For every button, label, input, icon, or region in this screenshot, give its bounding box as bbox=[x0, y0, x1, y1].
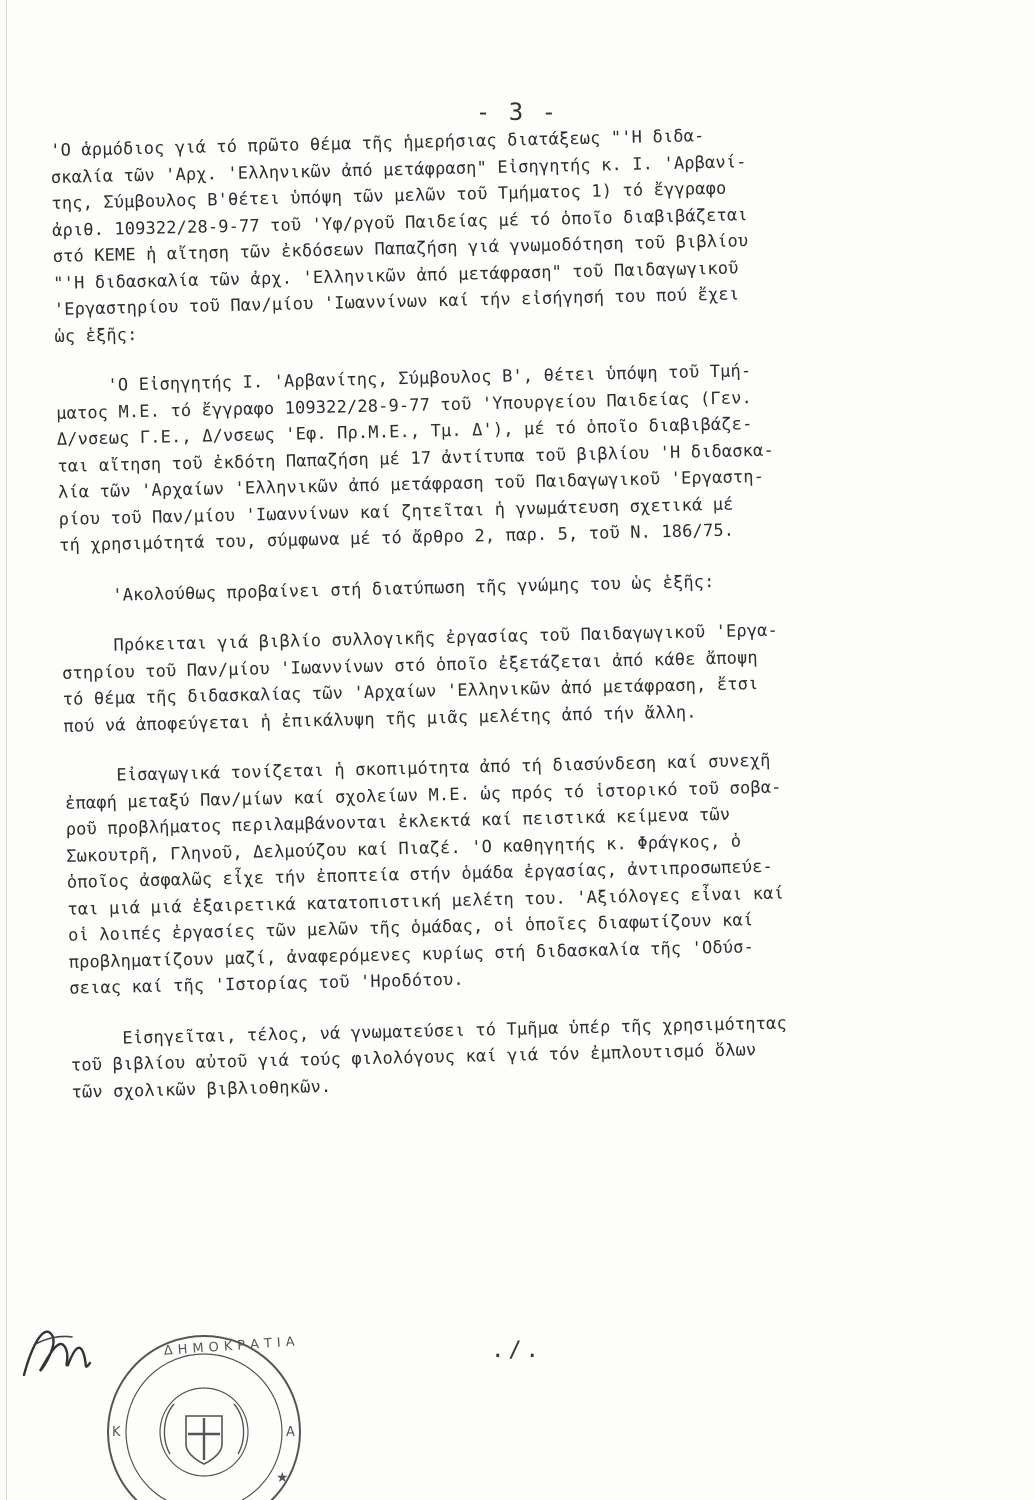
text-line: σκαλία τῶν 'Αρχ. 'Ελληνικῶν ἀπό μετάφραση" Εἰσηγητής κ. Ι. 'Αρβανί- bbox=[50, 151, 747, 188]
text-line: ται μιά μιά ἐξαιρετικά κατατοπιστική μελέτη του. 'Αξιόλογες εἶναι καί bbox=[67, 883, 785, 920]
text-line: ἐπαφή μεταξύ Παν/μίων καί σχολείων Μ.Ε. ὡς πρός τό ἱστορικό τοῦ σοβα- bbox=[64, 777, 782, 814]
text-line: ρίου τοῦ Παν/μίου 'Ιωαννίνων καί ζητεῖται ἡ γνωμάτευση σχετικά μέ bbox=[58, 494, 734, 530]
page-edge-line bbox=[6, 0, 7, 1500]
paragraph-5 bbox=[64, 742, 1029, 1002]
svg-text:ΔΗΜΟΚΡΑΤΙΑ: ΔΗΜΟΚΡΑΤΙΑ bbox=[163, 1334, 301, 1359]
text-line: ὡς ἑξῆς: bbox=[54, 324, 138, 347]
svg-text:Α: Α bbox=[286, 1425, 295, 1440]
svg-text:Κ: Κ bbox=[112, 1425, 121, 1440]
text-line: ται αἴτηση τοῦ ἐκδότη Παπαζήση μέ 17 ἀντίτυπα τοῦ βιβλίου 'Η διδασκα- bbox=[57, 440, 775, 477]
text-line: ματος Μ.Ε. τό ἔγγραφο 109322/28-9-77 τοῦ 'Υπουργείου Παιδείας (Γεν. bbox=[56, 387, 753, 424]
text-line: 'Ο ἁρμόδιος γιά τό πρῶτο θέμα τῆς ἡμερήσιας διατάξεως "'Η διδα- bbox=[50, 126, 705, 161]
svg-text:★: ★ bbox=[276, 1470, 289, 1486]
text-line: 'Ακολούθως προβαίνει στή διατύπωση τῆς γνώμης του ὡς ἑξῆς: bbox=[60, 571, 715, 607]
paragraph-2 bbox=[55, 352, 1019, 559]
paragraph-4 bbox=[61, 612, 1023, 740]
text-line: στηρίου τοῦ Παν/μίου 'Ιωαννίνων στό ὁποῖο ἐξετάζεται ἀπό κάθε ἄποψη bbox=[61, 647, 758, 684]
text-line: ροῦ προβλήματος περιλαμβάνονται ἐκλεκτά καί πειστικά κείμενα τῶν bbox=[65, 804, 731, 840]
text-line: Εἰσαγωγικά τονίζεται ἡ σκοπιμότητα ἀπό τή διασύνδεση καί συνεχῆ bbox=[64, 750, 771, 787]
text-line: τῶν σχολικῶν βιβλιοθηκῶν. bbox=[71, 1076, 332, 1103]
document-body bbox=[50, 116, 1032, 1130]
text-line: σειας καί τῆς 'Ιστορίας τοῦ 'Ηροδότου. bbox=[69, 969, 465, 999]
text-line: οἱ λοιπές ἐργασίες τῶν μελῶν τῆς ὁμάδας, οἱ ὁποῖες διαφωτίζουν καί bbox=[67, 910, 754, 946]
page-number: - 3 - bbox=[475, 98, 559, 126]
text-line: προβληματίζουν μαζί, ἀναφερόμενες κυρίως στή διδασκαλία τῆς 'Οδύσ- bbox=[68, 936, 755, 973]
text-line: ὁποῖος ἀσφαλῶς εἶχε τήν ἐποπτεία στήν ὁμάδα ἐργασίας, ἀντιπροσωπεύε- bbox=[66, 856, 774, 893]
paragraph-6 bbox=[70, 1004, 1032, 1105]
paragraph-1 bbox=[50, 116, 1015, 350]
text-line: λία τῶν 'Αρχαίων 'Ελληνικῶν ἀπό μετάφραση τοῦ Παιδαγωγικοῦ 'Εργαστη- bbox=[57, 466, 765, 503]
text-line: τοῦ βιβλίου αὐτοῦ γιά τούς φιλολόγους καί γιά τόν ἐμπλουτισμό ὅλων bbox=[70, 1040, 757, 1076]
continuation-mark: ./. bbox=[491, 1338, 543, 1363]
text-line: Σωκουτρῆ, Γληνοῦ, Δελμούζου καί Πιαζέ. 'Ο καθηγητής κ. Φράγκος, ὁ bbox=[66, 831, 742, 867]
text-line: 'Ο Εἰσηγητής Ι. 'Αρβανίτης, Σύμβουλος Β', θέτει ὑπόψη τοῦ Τμή- bbox=[55, 361, 752, 397]
text-line: Δ/νσεως Γ.Ε., Δ/νσεως 'Εφ. Πρ.Μ.Ε., Τμ. Δ'), μέ τό ὁποῖο διαβιβάζε- bbox=[56, 414, 753, 450]
text-line: Πρόκειται γιά βιβλίο συλλογικῆς ἐργασίας τοῦ Παιδαγωγικοῦ 'Εργα- bbox=[61, 620, 779, 657]
text-line: στό ΚΕΜΕ ἡ αἴτηση τῶν ἐκδόσεων Παπαζήση γιά γνωμοδότηση τοῦ βιβλίου bbox=[52, 231, 749, 267]
text-line: της, Σύμβουλος Β'θέτει ὑπόψη τῶν μελῶν τοῦ Τμήματος 1) τό ἔγγραφο bbox=[51, 178, 727, 214]
text-line: "'Η διδασκαλία τῶν ἀρχ. 'Ελληνικῶν ἀπό μετάφραση" τοῦ Παιδαγωγικοῦ bbox=[53, 257, 739, 294]
paragraph-3 bbox=[60, 562, 1020, 610]
text-line: ἀριθ. 109322/28-9-77 τοῦ 'Υφ/ργοῦ Παιδείας μέ τό ὁποῖο διαβιβάζεται bbox=[51, 204, 748, 241]
text-line: τή χρησιμότητά του, σύμφωνα μέ τό ἄρθρο 2, παρ. 5, τοῦ Ν. 186/75. bbox=[59, 520, 735, 556]
text-line: τό θέμα τῆς διδασκαλίας τῶν 'Αρχαίων 'Ελληνικῶν ἀπό μετάφραση, ἔτσι bbox=[62, 674, 759, 710]
text-line: Εἰσηγεῖται, τέλος, νά γνωματεύσει τό Τμῆμα ὑπέρ τῆς χρησιμότητας bbox=[70, 1013, 788, 1050]
text-line: πού νά ἀποφεύγεται ἡ ἐπικάλυψη τῆς μιᾶς μελέτης ἀπό τήν ἄλλη. bbox=[63, 701, 697, 737]
text-line: 'Εργαστηρίου τοῦ Παν/μίου 'Ιωαννίνων καί τήν εἰσήγησή του πού ἔχει bbox=[53, 284, 740, 320]
